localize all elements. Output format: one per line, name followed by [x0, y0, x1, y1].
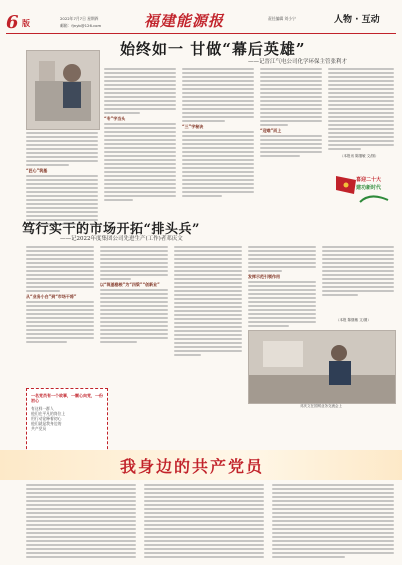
- article2-col2: [100, 246, 168, 376]
- page-number: 6: [6, 12, 19, 33]
- party-badge: [330, 172, 394, 212]
- article2-col5: [322, 246, 394, 316]
- article1-subhead-2: “专”字当头: [104, 116, 126, 121]
- poem-line-3: 用行动诠释着初心: [31, 416, 62, 421]
- masthead: [0, 0, 402, 40]
- date-line: 2022年7月7日 星期四: [60, 16, 99, 21]
- article1-byline: （本报讯 陈继敏 文/图）: [340, 154, 379, 158]
- page-number-suffix: 版: [22, 18, 30, 28]
- worker-photo-illustration: [27, 51, 99, 129]
- editor-line: 责任编辑 刘小宁: [268, 16, 296, 21]
- paper-name: 福建能源报: [144, 12, 225, 30]
- article2-caption: 邓庆文在国网业务交流会上: [300, 404, 342, 408]
- article2-headline: 笃行实干的市场开拓“排头兵”: [22, 222, 200, 237]
- article1-col4: [260, 68, 322, 168]
- article3-col3: [272, 484, 394, 564]
- poem-line-1: 有这样一群人: [31, 406, 54, 411]
- article1-photo: [26, 50, 100, 130]
- email-line: 邮箱：fjnyb@126.com: [60, 23, 102, 28]
- article2-subhead-3: 发挥示范引领作用: [248, 274, 280, 279]
- article3-col1: [26, 484, 136, 564]
- poem-line-2: 他们在平凡的岗位上: [31, 411, 66, 416]
- article1-subheadline: ——记晋江气电公司化学环保主管张利才: [248, 59, 348, 65]
- masthead-rule: [6, 33, 396, 34]
- article1-subhead-1: “匠心”筑基: [26, 168, 48, 173]
- section-title: 人物 · 互动: [334, 15, 380, 25]
- article2-col3: [174, 246, 242, 376]
- poem-line-5: 共产党员: [31, 426, 47, 431]
- article2-byline: （本报 陈继敏 文/图）: [336, 318, 371, 322]
- article1-col5: [328, 68, 394, 168]
- article2-subheadline: ——记2022年度集团公司先进生产(工作)者邓庆文: [60, 236, 183, 242]
- article2-col1: [26, 246, 94, 376]
- meeting-photo-illustration: [249, 331, 395, 403]
- article3-col2: [144, 484, 264, 564]
- poem-line-4: 他们就是我身边的: [31, 421, 62, 426]
- article1-subhead-4: “迎难”而上: [260, 128, 282, 133]
- article1-subhead-3: “三”字秘诀: [182, 124, 204, 129]
- badge-line-2: 建功新时代: [356, 185, 382, 191]
- article1-col3: [182, 68, 254, 268]
- poem-box: [26, 388, 108, 454]
- article1-headline: 始终如一 甘做“幕后英雄”: [120, 40, 306, 58]
- article2-photo: [248, 330, 396, 404]
- article3-headline: 我身边的共产党员: [120, 457, 265, 476]
- poem-title: 一名党员有一个故事，一颗心向党，一份初心: [31, 393, 103, 403]
- badge-line-1: 喜迎二十大: [356, 177, 382, 183]
- article2-subhead-2: 以“筑基稳根”为“四梁”“创新业”: [100, 282, 160, 287]
- article2-subhead-1: 从“业务小白”到“市场干将”: [26, 294, 77, 299]
